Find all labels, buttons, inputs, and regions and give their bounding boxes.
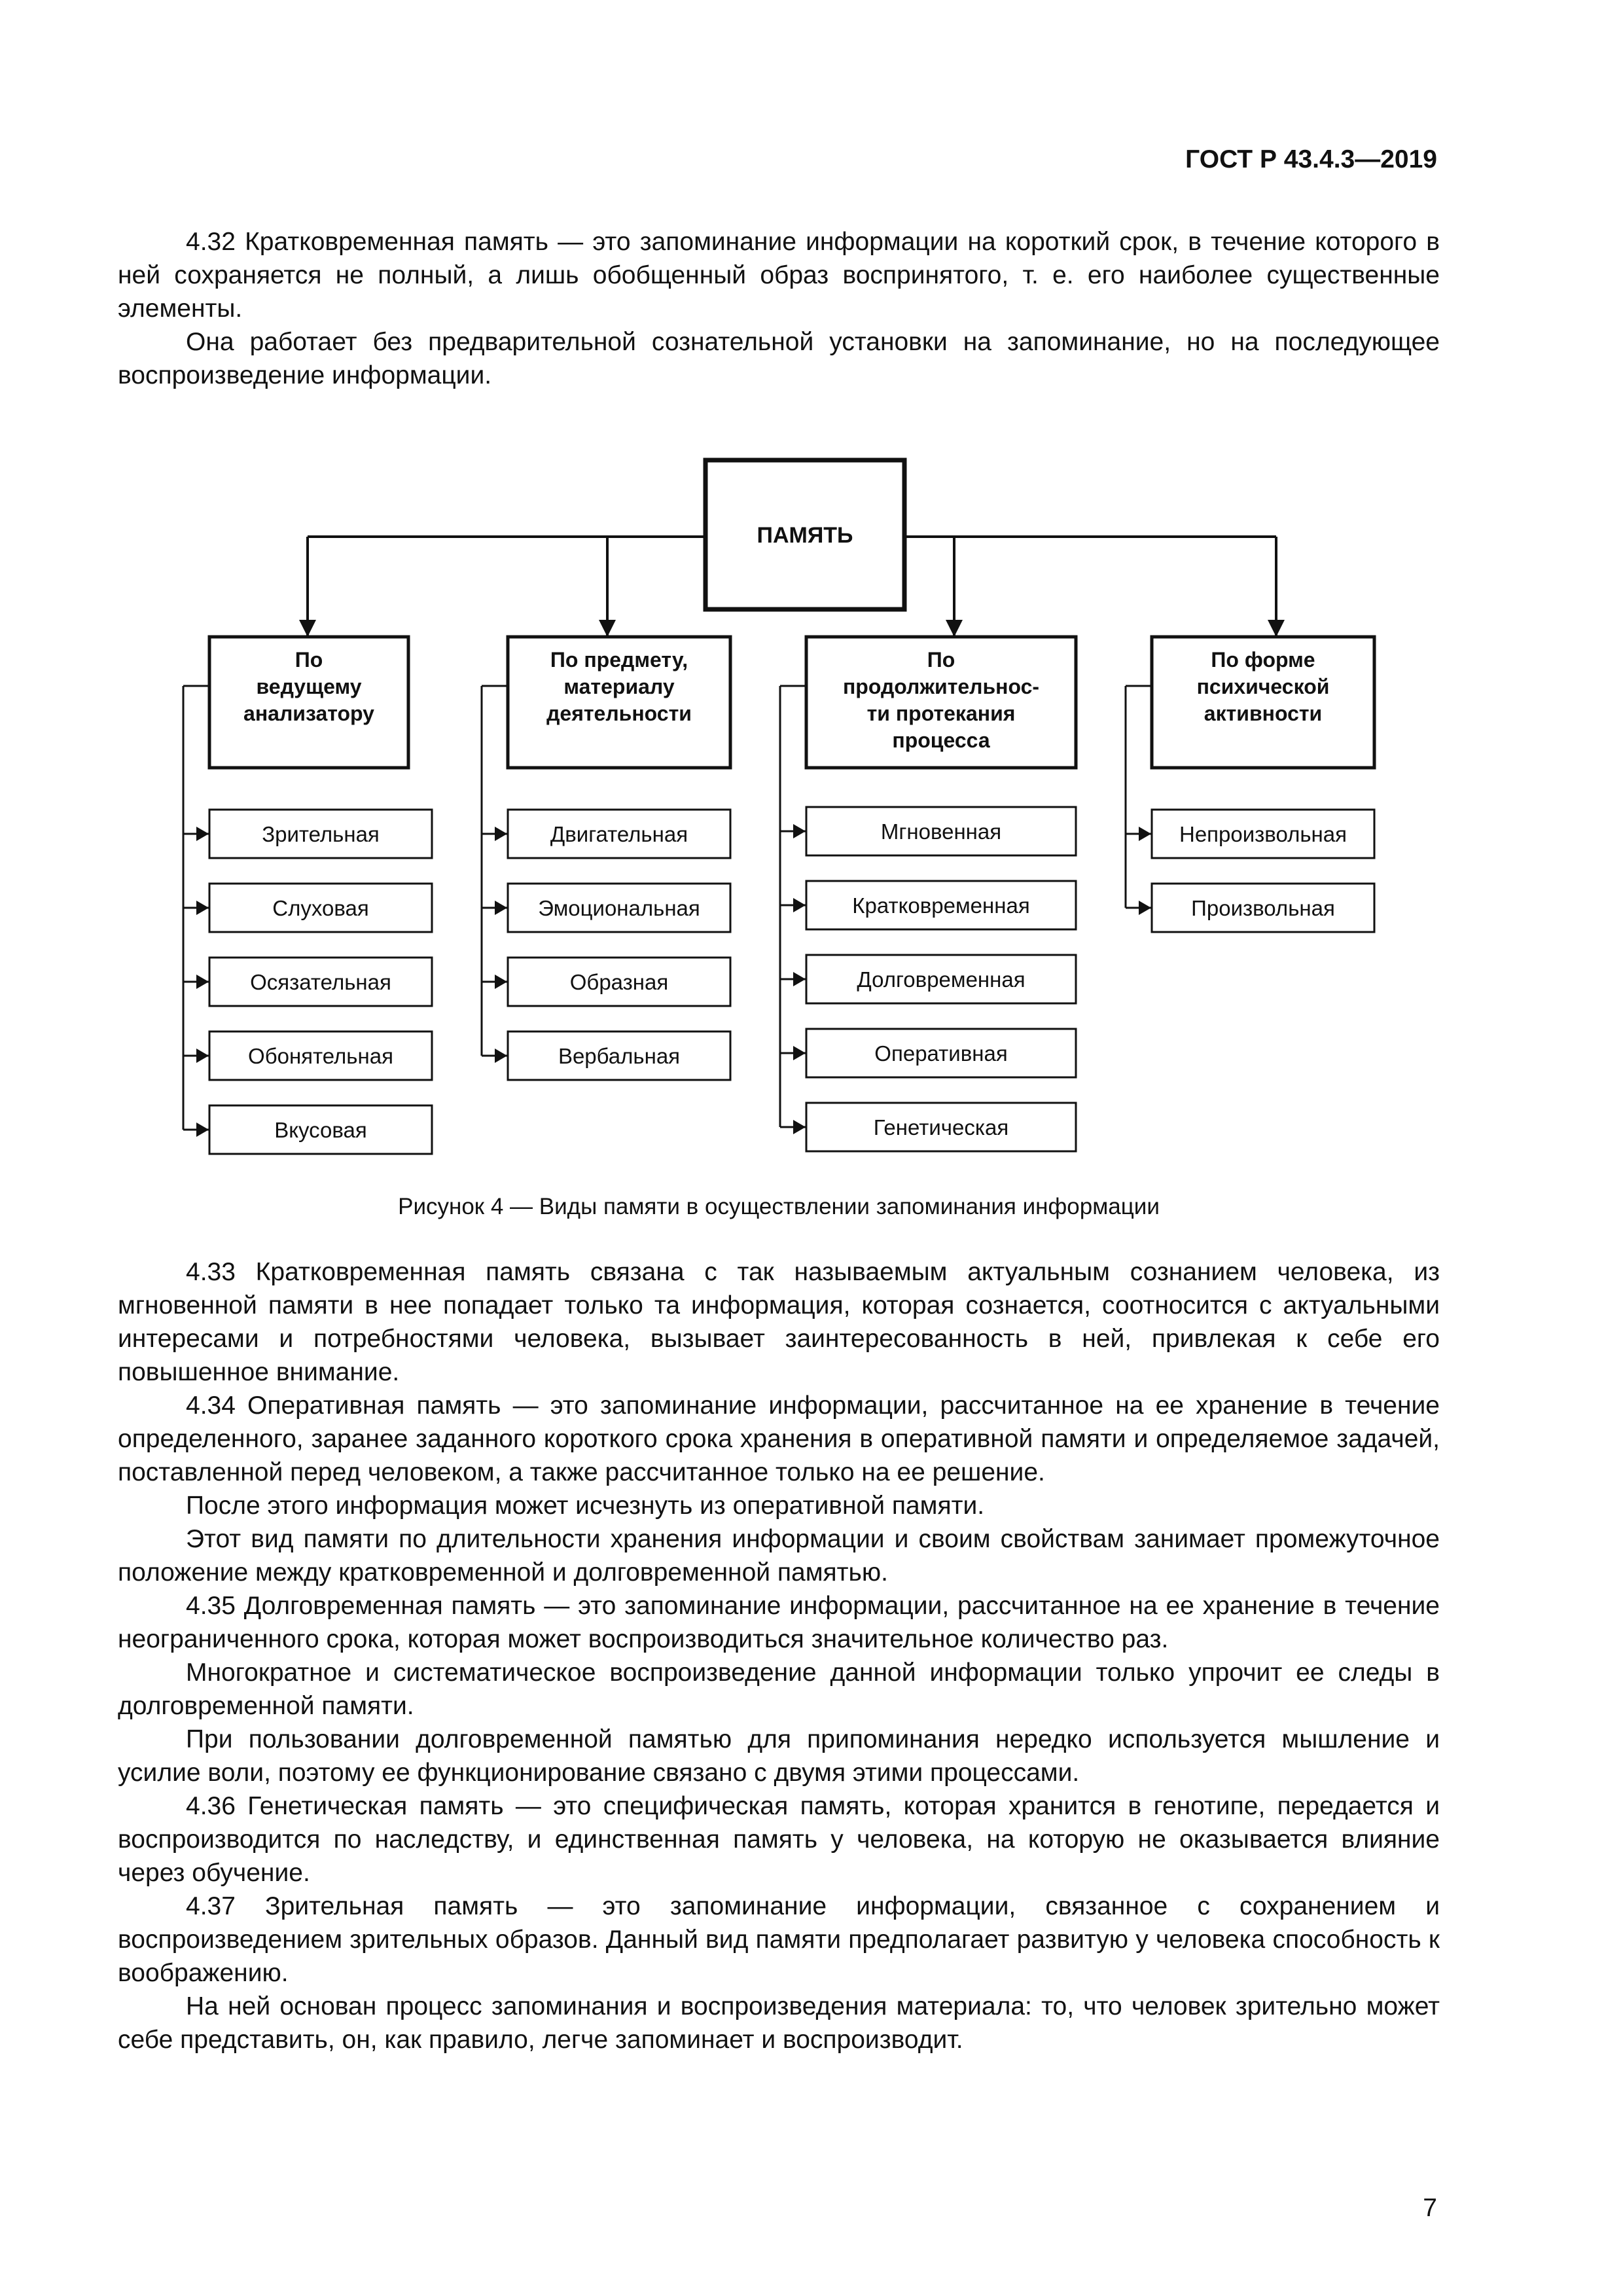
item-arrowhead <box>196 901 209 915</box>
category-title-line: По предмету, <box>550 648 688 672</box>
paragraph-4-35-cont1: Многократное и систематическое воспроизведение данной информации только упрочит ее следы в долговременной памяти. <box>118 1659 1440 1720</box>
item-arrowhead <box>793 972 806 986</box>
item-label: Обонятельная <box>248 1044 393 1068</box>
paragraph-4-36: 4.36 Генетическая память — это специфическая память, которая хранится в генотипе, передается и воспроизводится по наследству, и единственная память у человека, на которую не оказывается влияние через обучение. <box>118 1792 1440 1887</box>
item-label: Оперативная <box>874 1041 1008 1066</box>
paragraph-4-32: 4.32 Кратковременная память — это запоминание информации на короткий срок, в течение которого в ней сохраняется не полный, а лишь обобщенный образ воспринятого, т. е. его наиболее существенные элементы. <box>118 228 1440 323</box>
document-number: ГОСТ Р 43.4.3—2019 <box>1185 145 1437 173</box>
memory-types-diagram <box>0 445 1623 1178</box>
category-title-line: деятельности <box>546 702 692 725</box>
item-arrowhead <box>793 824 806 838</box>
paragraph-4-33: 4.33 Кратковременная память связана с так называемым актуальным сознанием человека, из мгновенной памяти в нее попадает только та информация, которая сознается, соотносится с актуальными интересами и потребностями человека, вызывает заинтересованность в ней, привлекая к себе его повышенное внимание. <box>118 1258 1440 1386</box>
item-arrowhead <box>1139 827 1151 841</box>
item-label: Осязательная <box>250 970 391 994</box>
category-title-line: материалу <box>563 675 675 698</box>
paragraph-4-37-cont: На ней основан процесс запоминания и воспроизведения материала: то, что человек зрительно может себе представить, он, как правило, легче запоминает и воспроизводит. <box>118 1992 1440 2054</box>
category-title-line: процесса <box>892 728 990 752</box>
item-label: Вербальная <box>558 1044 681 1068</box>
root-label: ПАМЯТЬ <box>757 523 853 548</box>
page-number: 7 <box>1423 2194 1437 2222</box>
item-label: Слуховая <box>272 896 369 920</box>
item-arrowhead <box>196 1122 209 1137</box>
item-label: Мгновенная <box>880 819 1002 844</box>
item-label: Долговременная <box>857 967 1026 992</box>
paragraph-4-34: 4.34 Оперативная память — это запоминание информации, рассчитанное на ее хранение в течение определенного, заранее заданного короткого срока хранения в оперативной памяти и определяемое задачей, поставленной перед человеком, а также рассчитанное только на ее решение. <box>118 1391 1440 1486</box>
paragraph-4-34-cont1: После этого информация может исчезнуть из оперативной памяти. <box>186 1492 985 1520</box>
item-label: Кратковременная <box>852 893 1030 918</box>
item-label: Эмоциональная <box>538 896 700 920</box>
item-arrowhead <box>495 975 507 989</box>
item-arrowhead <box>495 1049 507 1063</box>
paragraph-4-32-cont: Она работает без предварительной сознательной установки на запоминание, но на последующее воспроизведение информации. <box>118 328 1440 389</box>
figure-caption: Рисунок 4 — Виды памяти в осуществлении запоминания информации <box>398 1194 1160 1219</box>
item-label: Зрительная <box>262 822 380 846</box>
paragraph-4-37: 4.37 Зрительная память — это запоминание информации, связанное с сохранением и воспроизведением зрительных образов. Данный вид памяти предполагает развитую у человека способность к воображению. <box>118 1892 1440 1987</box>
item-label: Генетическая <box>873 1115 1009 1139</box>
category-title-line: активности <box>1204 702 1323 725</box>
item-arrowhead <box>793 1120 806 1134</box>
paragraph-4-35: 4.35 Долговременная память — это запоминание информации, рассчитанное на ее хранение в течение неограниченного срока, которая может воспроизводиться значительное количество раз. <box>118 1592 1440 1653</box>
item-arrowhead <box>495 901 507 915</box>
item-label: Произвольная <box>1191 896 1335 920</box>
category-title-line: По <box>927 648 955 672</box>
item-arrowhead <box>793 1046 806 1060</box>
item-arrowhead <box>495 827 507 841</box>
item-arrowhead <box>1139 901 1151 915</box>
category-title-line: По форме <box>1211 648 1315 672</box>
category-title-line: По <box>294 648 323 672</box>
paragraph-4-34-cont2: Этот вид памяти по длительности хранения информации и своим свойствам занимает промежуточное положение между кратковременной и долговременной памятью. <box>118 1525 1440 1587</box>
item-label: Непроизвольная <box>1179 822 1347 846</box>
paragraph-4-35-cont2: При пользовании долговременной памятью для припоминания нередко используется мышление и усилие воли, поэтому ее функционирование связано с двумя этими процессами. <box>118 1725 1440 1787</box>
category-title-line: анализатору <box>243 702 374 725</box>
item-arrowhead <box>196 1049 209 1063</box>
top-text-block <box>118 225 1440 392</box>
item-arrowhead <box>196 975 209 989</box>
item-arrowhead <box>196 827 209 841</box>
category-title-line: ведущему <box>256 675 362 698</box>
bottom-text-block <box>118 1255 1440 2056</box>
category-title-line: психической <box>1196 675 1330 698</box>
category-title-line: ти протекания <box>866 702 1016 725</box>
item-label: Двигательная <box>550 822 688 846</box>
category-title-line: продолжительнос- <box>842 675 1040 698</box>
item-arrowhead <box>793 898 806 912</box>
item-label: Вкусовая <box>274 1118 367 1142</box>
item-label: Образная <box>569 970 669 994</box>
